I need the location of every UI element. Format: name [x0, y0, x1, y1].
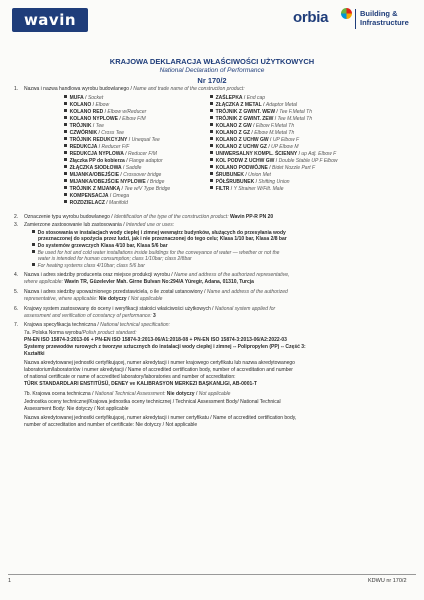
section-7a-heading: 7a. Polska Norma wyrobu/Polish product standard:: [24, 330, 137, 336]
section-5-line2: representative, where applicable: Nie dotyczy / Not applicable: [24, 296, 163, 302]
section-3-heading: Zamierzone zastosowanie lub zastosowania / Intended use or uses:: [24, 222, 175, 228]
section-6-line1: Krajowy system zastosowany do oceny i weryfikacji stałości właściwości użytkowych / National system applied for: [24, 306, 276, 312]
orbia-logo-mark: [341, 8, 352, 19]
assessment-body-text: Assessment Body: Nie dotyczy / Not applicable: [24, 406, 129, 412]
section-5-line1: Nazwa i adres siedziby upoważnionego przedstawiciela, o ile został ustanowiony / Name and address of the authorized: [24, 289, 288, 295]
product-item: CZWÓRNIK / Cross Tee: [64, 130, 124, 136]
product-item: KOMPENSACJA / Omega: [64, 193, 129, 199]
orbia-tagline-line2: Infrastructure: [360, 18, 409, 27]
section-4-line2: where applicable: Wavin TR, Güzelevler Mah. Girne Bulvarı No:294/A Yüregir, Adana, 01310, Turcja: [24, 279, 254, 285]
orbia-logo-text: orbia: [293, 9, 329, 26]
orbia-tagline-line1: Building &: [360, 9, 398, 18]
section-7b-heading: 7b. Krajowa ocena techniczna / National Technical Assessment: Nie dotyczy / Not applicable: [24, 391, 231, 397]
section-2-line: Oznaczenie typu wyrobu budowlanego / Identification of the type of the construction product: Wavin PP-R PN 20: [24, 214, 274, 220]
logo-separator: [355, 9, 356, 29]
document-code: KDWU nr 170/2: [368, 578, 407, 584]
cert-body-text-7b: Nazwa akredytowanej jednostki certyfikującej, numer akredytacji i numer certyfikatu / Name of accredited certification body,: [24, 415, 297, 421]
section-3-number: 3.: [14, 222, 19, 228]
product-item: REDUKCJA NYPLOWA / Reducer F/M: [64, 151, 157, 157]
product-item: TRÓJNIK REDUKCYJNY / Unequal Tee: [64, 137, 160, 143]
section-6-line2: assessment and verification of constancy of performance: 3: [24, 313, 156, 319]
product-item: KOLANO NYPLOWE / Elbow F/M: [64, 116, 146, 122]
intended-use-2: Do systemów grzewczych Klasa 4/10 bar, Klasa 5/6 bar: [32, 243, 168, 249]
product-item: KOLANO Z UCHW GZ / UP Elbow M: [210, 144, 298, 150]
product-item: KOLANO Z GZ / Elbow M.Metal Th: [210, 130, 294, 136]
section-1-text: Nazwa i nazwa handlowa wyrobu budowlanego /: [24, 86, 134, 92]
cert-body-text-7b: number of accreditation and number of certificate: Nie dotyczy / Not applicable: [24, 422, 198, 428]
wavin-logo: [12, 8, 88, 32]
cert-body-text: of national certificate or name of accredited laboratory/laboratories and number of accreditation:: [24, 374, 236, 380]
product-item: UNIWERSALNY KOMPL. ŚCIENNY / up Adj. Elbow F: [210, 151, 336, 157]
section-1-text-en: Name and trade name of the construction product:: [133, 86, 245, 92]
wavin-logo-text: wavin: [23, 11, 77, 29]
product-item: KOLANO / Elbow: [64, 102, 109, 108]
section-7-number: 7.: [14, 322, 19, 328]
product-item: ROZDZIELACZ / Manifold: [64, 200, 128, 206]
product-item: TRÓJNIK / Tee: [64, 123, 104, 129]
section-4-number: 4.: [14, 272, 19, 278]
manufacturer-address: Wavin TR, Güzelevler Mah. Girne Bulvarı No:294/A Yüregir, Adana, 01310, Turcja: [64, 279, 254, 285]
product-item: TRÓJNIK Z MIJANKĄ / Tee w/V Type Bridge: [64, 186, 170, 192]
product-item: KOL PODW Z UCHW GW / Double Stable UP F Elbow: [210, 158, 337, 164]
product-item: Złączka PP do kobierza / Flange adaptor: [64, 158, 163, 164]
product-standard: PN-EN ISO 15874-3:2013-06 + PN-EN ISO 15874-3:2013-06/A1:2018-08 + PN-EN ISO 15874-3:2013-06/A2:2022-03: [24, 337, 287, 343]
footer-rule: [8, 574, 416, 575]
product-item: MIJANKA/OBEJŚCIE NYPLOWE / Bridge: [64, 179, 164, 185]
product-item: MIJANKA/OBEJŚCIE / Crossover bridge: [64, 172, 161, 178]
product-item: ZŁĄCZKA Z METAL / Adaptor Metal: [210, 102, 297, 108]
cert-body-name: TÜRK STANDARDLARI ENSTITÜSÜ, DENEY ve KALIBRASYON MERKEZI BAŞKANLIGI, AB-0001-T: [24, 381, 257, 387]
system-description-cont: Kształtki: [24, 351, 45, 357]
assessment-body-text: Jednostka oceny technicznej/Krajowa jednostka oceny technicznej / Technical Assessment Body/ National Technical: [24, 399, 281, 405]
document-number: Nr 170/2: [197, 76, 227, 85]
product-item: ŚRUBUNEK / Union Met: [210, 172, 271, 178]
product-item: REDUKCJA / Reducer F/F: [64, 144, 129, 150]
product-item: ZAŚLEPKA / End cap: [210, 95, 265, 101]
section-4-line1: Nazwa i adres siedziby producenta oraz miejsce produkcji wyrobu / Name and address of the authorized representative,: [24, 272, 290, 278]
intended-use-1: Do stosowania w instalacjach wody ciepłej i zimnej wewnątrz budynków, służących do przesyłania wody: [32, 230, 286, 236]
document-title: KRAJOWA DEKLARACJA WŁAŚCIWOŚCI UŻYTKOWYCH: [109, 57, 315, 66]
orbia-tagline: [360, 9, 409, 27]
intended-use-1-cont: przeznaczonej do spożycia przez ludzi, jak i nie przeznaczonej do tego celu; Klasa 1/10 bar, Klasa 2/8 bar: [38, 236, 287, 242]
product-type-value: Wavin PP-R PN 20: [229, 214, 274, 220]
cert-body-text: laboratorium/laboratoriów i numer akredytacji / Name of accredited certification body, number of accreditation and number: [24, 367, 293, 373]
section-7-heading: Krajowa specyfikacja techniczna / National technical specification:: [24, 322, 170, 328]
intended-use-en-1: Be used for hot and cold water installations inside buildings for the conveyance of water — whether or not the: [32, 250, 279, 256]
product-item: KOLANO RED / Elbow w/Reducer: [64, 109, 146, 115]
product-item: FILTR / Y Strainer W/Filt. Male: [210, 186, 283, 192]
section-2-number: 2.: [14, 214, 19, 220]
product-item: TRÓJNIK Z GWINT. ZEW / Tee M.Metal Th: [210, 116, 312, 122]
system-description: Systemy przewodów rurowych z tworzyw sztucznych do instalacji wody ciepłej i zimnej -- Polipropylen (PP) -- Część 3:: [24, 344, 306, 350]
section-6-number: 6.: [14, 306, 19, 312]
intended-use-en-1-cont: water is intended for human consumption; class 1/10bar; class 2/8bar: [38, 256, 192, 262]
product-item: KOLANO Z UCHW GW / UP Elbow F: [210, 137, 299, 143]
section-1-number: 1.: [14, 86, 19, 92]
product-item: TRÓJNIK Z GWINT. WEW / Tee F.Metal Th: [210, 109, 312, 115]
product-item: ZŁĄCZKA SIODŁOWA / Saddle: [64, 165, 141, 171]
document-subtitle: National Declaration of Performance: [159, 67, 265, 74]
section-1-heading: [24, 86, 245, 92]
cert-body-text: Nazwa akredytowanej jednostki certyfikującej, numer akredytacji i numer krajowego certyfikatu lub nazwa akredytowanego: [24, 360, 295, 366]
intended-use-en-2: For heating systems class 4/10bar; class 5/6 bar: [32, 263, 145, 269]
section-5-number: 5.: [14, 289, 19, 295]
product-item: MUFA / Socket: [64, 95, 103, 101]
product-item: KOLANO Z GW / Elbow F.Metal Th: [210, 123, 294, 129]
page-number: 1: [8, 578, 12, 584]
product-item: KOLANO PODWÓJNE / Bidet Nozzle Part F: [210, 165, 315, 171]
product-item: PÓŁŚRUBUNEK / Shifting Union: [210, 179, 290, 185]
